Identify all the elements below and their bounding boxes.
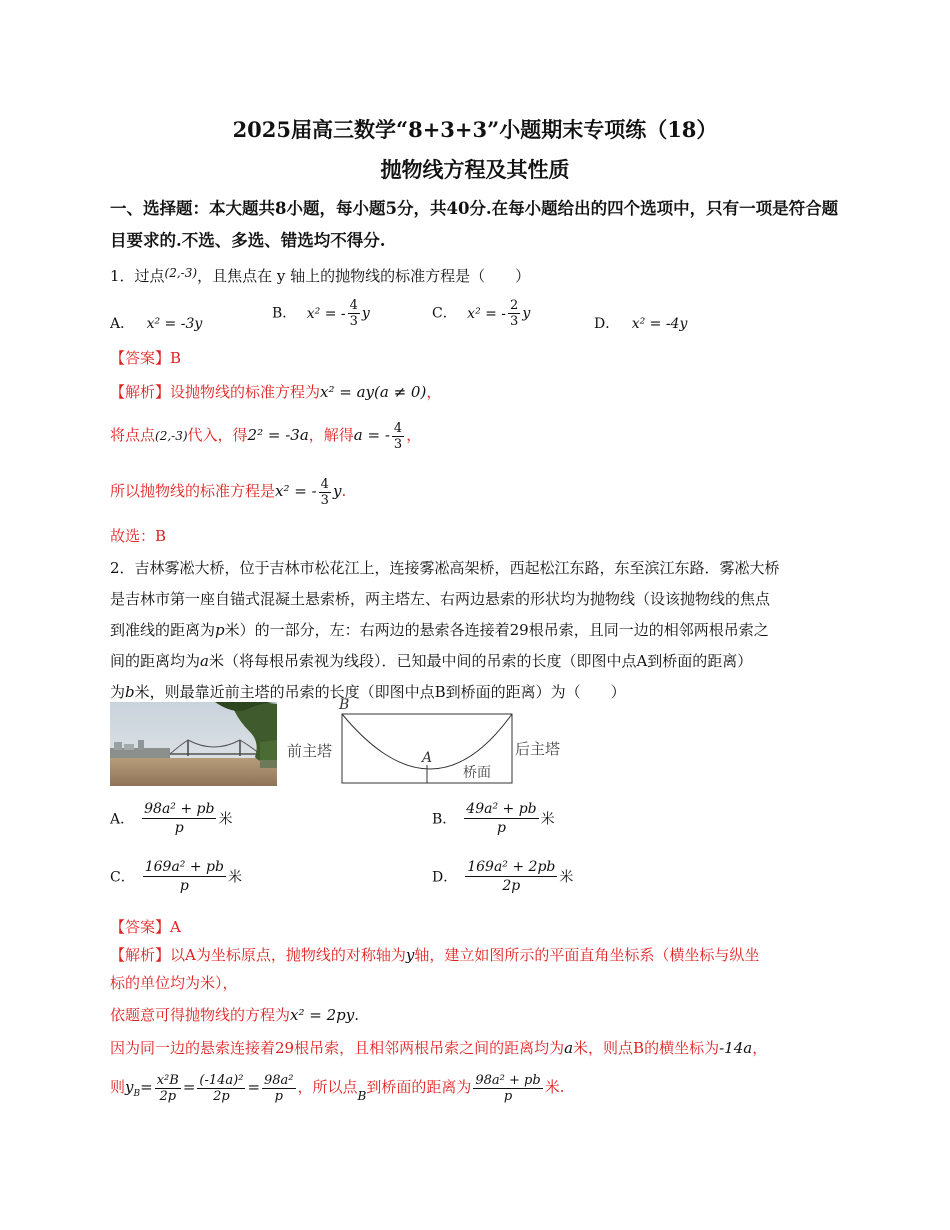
diagram-label-back-tower: 后主塔 (515, 740, 561, 758)
q1-option-b-lhs: x² = - (306, 305, 346, 322)
q1-stem (110, 258, 840, 292)
diagram-label-b: B (339, 697, 350, 713)
q2-sol3-b: 米，则点B的横坐标为 (573, 1039, 720, 1057)
q1-sol3-end: . (341, 482, 347, 500)
q2-line3-var: p (215, 621, 225, 639)
q1-option-d-expr: x² = -4y (631, 316, 688, 332)
q2-line4-a: 间的距离均为 (110, 652, 201, 670)
q2-line5-a: 为 (110, 683, 126, 701)
q2-sol4-point: B (357, 1089, 367, 1103)
q2-option-b-fraction: $\frac{\text{49a² + pb}}{p}$ (466, 801, 537, 836)
q2-sol2-expr: x² = 2py (290, 1006, 355, 1024)
q2-option-c-label: C． (110, 869, 135, 886)
q2-option-a-label: A． (110, 811, 135, 828)
q2-sol4-eq1: = (140, 1078, 153, 1096)
q2-sol4-yb: y (125, 1078, 134, 1096)
q2-sol4-eq3: = (247, 1078, 261, 1096)
q1-option-a-label: A． (110, 316, 135, 332)
q1-option-b (272, 298, 370, 329)
q1-conclusion: 故选：B (110, 527, 167, 545)
q2-sol2-end: . (354, 1006, 359, 1024)
q1-point: (2,-3) (164, 266, 198, 280)
q2-sol4-c: ，所以点 (297, 1078, 358, 1096)
q2-line5-var: b (125, 683, 135, 701)
q2-sol2-a: 依题意可得抛物线的方程为 (110, 1006, 291, 1024)
q2-option-c-unit: 米 (227, 869, 242, 886)
q2-stem-line4 (110, 646, 840, 677)
q2-stem-line3 (110, 615, 840, 646)
q2-sol3-expr: -14a (719, 1039, 753, 1057)
q1-option-c-label: C． (432, 305, 457, 322)
q2-sol1-var: y (405, 946, 415, 964)
q2-sol4-a: 则 (110, 1078, 126, 1096)
q2-solution-line1 (110, 940, 840, 971)
q2-sol1-a: 以A为坐标原点，抛物线的对称轴为 (170, 946, 406, 964)
q1-sol3-a: 所以抛物线的标准方程是 (110, 482, 276, 500)
q2-sol4-yb-sub: B (133, 1089, 141, 1099)
q2-option-c-fraction: $\frac{\text{169a² + pb}}{p}$ (144, 859, 224, 894)
q2-line4-var: a (200, 652, 209, 670)
diagram-label-a: A (422, 750, 433, 766)
q1-option-c-fraction: $\frac{2}{3}$ (510, 298, 519, 329)
q1-solution-line2 (110, 420, 840, 452)
bridge-diagram-svg (283, 694, 603, 794)
q2-option-a-unit: 米 (218, 811, 233, 828)
q2-answer: 【答案】A (110, 918, 181, 936)
bridge-photo-image (110, 702, 277, 786)
q1-option-a-expr: x² = -3y (146, 316, 203, 332)
diagram-label-front-tower: 前主塔 (287, 742, 333, 760)
q1-option-b-fraction: $\frac{4}{3}$ (349, 298, 358, 329)
q2-solution-tag: 【解析】 (110, 946, 171, 964)
q1-sol1-expr: x² = ay(a ≠ 0) (320, 383, 427, 401)
q1-option-b-var: y (361, 305, 370, 322)
q2-option-b (432, 800, 555, 837)
q2-sol4-fraction-1: $\frac{\text{x²B}}{2p}$ (156, 1072, 179, 1104)
q2-stem-line2: 是吉林市第一座自锚式混凝土悬索桥，两主塔左、右两边悬索的形状均为抛物线（设该抛物线的焦点 (110, 590, 771, 608)
document-title: 2025届高三数学“8+3+3”小题期末专项练（18） (232, 117, 718, 142)
q1-sol2-point: (2,-3) (155, 429, 188, 443)
bridge-diagram (283, 694, 603, 794)
q1-stem-prefix: 1．过点 (110, 267, 165, 285)
q1-sol2-a: 将点点 (110, 426, 156, 444)
q2-solution-line5 (110, 1072, 850, 1112)
q1-sol2-expr: 2² = -3a (247, 426, 309, 444)
q1-stem-suffix: ，且焦点在 y 轴上的抛物线的标准方程是（ ） (197, 267, 531, 285)
q2-sol4-eq2: = (182, 1078, 196, 1096)
q1-sol1-text: 设抛物线的标准方程为 (170, 383, 321, 401)
q2-sol1-b: 轴，建立如图所示的平面直角坐标系（横坐标与纵坐 (414, 946, 760, 964)
q1-sol3-expr: x² = - (275, 482, 317, 500)
q1-sol2-fraction: $\frac{4}{3}$ (393, 420, 403, 452)
q2-option-d-fraction: $\frac{\text{169a² + 2pb}}{2p}$ (467, 859, 556, 894)
q2-line5-b: 米，则最靠近前主塔的吊索的长度（即图中点B到桥面的距离）为（ ） (134, 683, 626, 701)
q2-sol4-e: 米. (544, 1078, 565, 1096)
q2-option-b-unit: 米 (540, 811, 555, 828)
q2-sol3-end: ， (752, 1039, 768, 1057)
q1-solution-line3 (110, 476, 840, 508)
q1-answer: 【答案】B (110, 349, 182, 367)
q1-option-a (110, 313, 202, 333)
q1-solution-line1 (110, 377, 840, 408)
q2-option-d-label: D． (432, 869, 458, 886)
q1-solution-tag: 【解析】 (110, 383, 171, 401)
q2-sol4-fraction-2: $\frac{\text{(-14a)²}}{2p}$ (199, 1072, 244, 1104)
q2-solution-line4 (110, 1033, 850, 1064)
q1-option-d (594, 313, 687, 333)
q1-option-b-label: B． (272, 305, 297, 322)
q2-option-a (110, 800, 232, 837)
document-subtitle: 抛物线方程及其性质 (380, 157, 570, 182)
q2-solution-line2: 标的单位均为米）， (110, 974, 238, 992)
q2-option-d (432, 858, 573, 895)
q1-sol3-var: y (332, 482, 342, 500)
q1-sol1-end: ， (426, 383, 442, 401)
q2-sol4-fraction-3: $\frac{\text{98a²}}{p}$ (264, 1072, 294, 1104)
q1-option-c-var: y (522, 305, 531, 322)
q2-sol4-d: 到桥面的距离为 (366, 1078, 472, 1096)
q2-option-d-unit: 米 (559, 869, 574, 886)
q2-line4-b: 米（将每根吊索视为线段）．已知最中间的吊索的长度（即图中点A到桥面的距离） (208, 652, 753, 670)
q2-solution-line3 (110, 1000, 840, 1031)
q2-stem-line1: 2．吉林雾凇大桥，位于吉林市松花江上，连接雾凇高架桥，西起松江东路，东至滨江东路．雾凇大桥 (110, 559, 780, 577)
q1-option-c-lhs: x² = - (467, 305, 507, 322)
q1-sol2-end: ， (406, 426, 422, 444)
q2-option-a-fraction: $\frac{\text{98a² + pb}}{p}$ (144, 801, 215, 836)
q1-sol2-b: 代入，得 (187, 426, 248, 444)
q2-sol3-var: a (564, 1039, 574, 1057)
q2-sol3-a: 因为同一边的悬索连接着29根吊索，且相邻两根吊索之间的距离均为 (110, 1039, 565, 1057)
q2-option-b-label: B． (432, 811, 457, 828)
diagram-label-deck: 桥面 (463, 765, 491, 781)
q1-sol2-expr2: a = - (353, 426, 390, 444)
section-heading: 一、选择题：本大题共8小题，每小题5分，共40分.在每小题给出的四个选项中，只有一项是符合题目要求的.不选、多选、错选均不得分. (110, 199, 839, 250)
q2-sol4-fraction-4: $\frac{\text{98a² + pb}}{p}$ (475, 1072, 541, 1104)
q2-line3-a: 到准线的距离为 (110, 621, 216, 639)
q2-option-c (110, 858, 242, 895)
q1-option-c (432, 298, 530, 329)
q1-option-d-label: D． (594, 316, 620, 332)
q2-line3-b: 米）的一部分，左：右两边的悬索各连接着29根吊索，且同一边的相邻两根吊索之 (224, 621, 769, 639)
bridge-photo (110, 702, 277, 786)
q1-sol3-fraction: $\frac{4}{3}$ (320, 476, 329, 508)
q1-sol2-c: ，解得 (308, 426, 354, 444)
